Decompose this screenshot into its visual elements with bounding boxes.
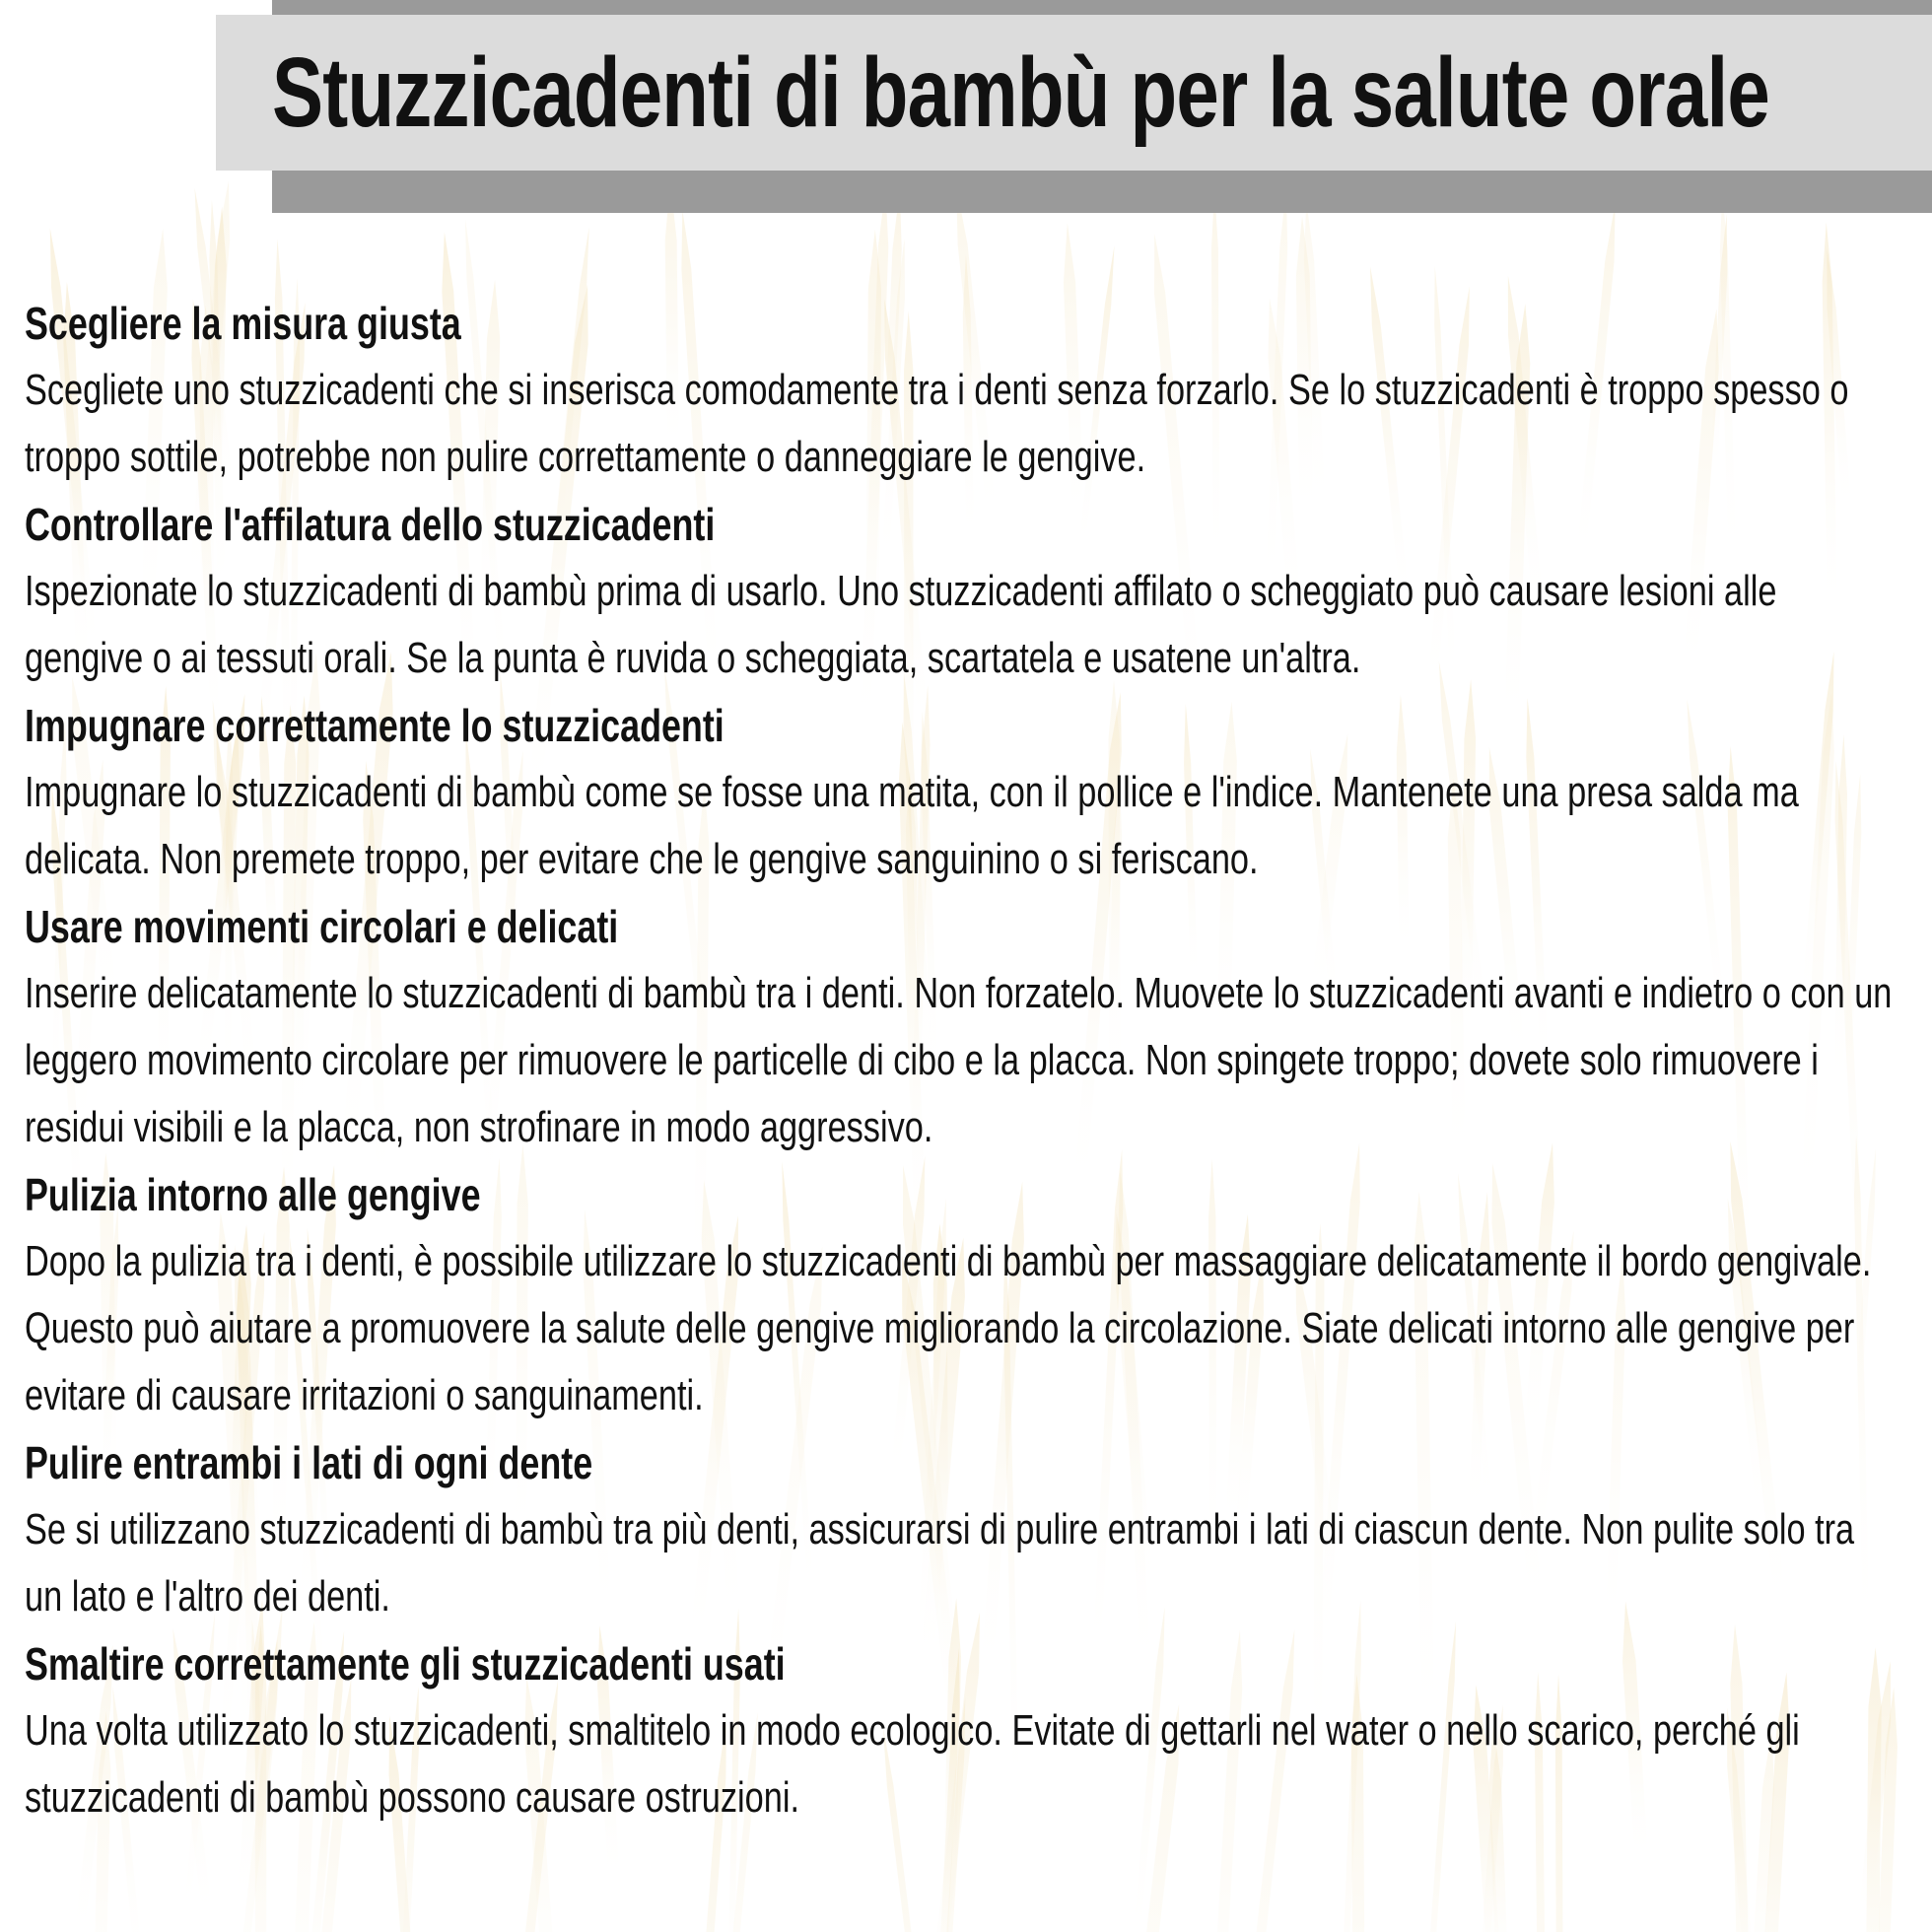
section-text: Dopo la pulizia tra i denti, è possibile utilizzare lo stuzzicadenti di bambù per massaggiare delicatamente il bordo gengivale. Questo può aiutare a promuovere la salute delle gengive migliorando la circolazione. Siate delicati intorno alle gengive per evitare di causare irritazioni o sanguinamenti. (25, 1237, 1872, 1419)
section-heading: Usare movimenti circolari e delicati (25, 901, 619, 952)
section (25, 1429, 1900, 1630)
section-text: Una volta utilizzato lo stuzzicadenti, smaltitelo in modo ecologico. Evitate di gettarli nel water o nello scarico, perché gli stuzzicadenti di bambù possono causare ostruzioni. (25, 1706, 1800, 1822)
section-heading: Pulire entrambi i lati di ogni dente (25, 1437, 593, 1488)
section-heading: Smaltire correttamente gli stuzzicadenti usati (25, 1638, 786, 1690)
section (25, 491, 1900, 692)
section-text: Se si utilizzano stuzzicadenti di bambù tra più denti, assicurarsi di pulire entrambi i lati di ciascun dente. Non pulite solo tra un lato e l'altro dei denti. (25, 1505, 1855, 1621)
section-text: Inserire delicatamente lo stuzzicadenti di bambù tra i denti. Non forzatelo. Muovete lo stuzzicadenti avanti e indietro o con un leggero movimento circolare per rimuovere le particelle di cibo e la placca. Non spingete troppo; dovete solo rimuovere i residui visibili e la placca, non strofinare in modo aggressivo. (25, 969, 1893, 1151)
section (25, 1161, 1900, 1429)
section-heading: Impugnare correttamente lo stuzzicadenti (25, 700, 724, 751)
section-text: Ispezionate lo stuzzicadenti di bambù prima di usarlo. Uno stuzzicadenti affilato o scheggiato può causare lesioni alle gengive o ai tessuti orali. Se la punta è ruvida o scheggiata, scartatela e usatene un'altra. (25, 567, 1777, 682)
section-text: Impugnare lo stuzzicadenti di bambù come se fosse una matita, con il pollice e l'indice. Mantenete una presa salda ma delicata. Non premete troppo, per evitare che le gengive sanguinino o si feriscano. (25, 768, 1799, 883)
section (25, 893, 1900, 1161)
title-banner (216, 15, 1932, 171)
page-title: Stuzzicadenti di bambù per la salute orale (272, 37, 1769, 148)
section (25, 1630, 1900, 1831)
section-text: Scegliete uno stuzzicadenti che si inserisca comodamente tra i denti senza forzarlo. Se lo stuzzicadenti è troppo spesso o troppo sottile, potrebbe non pulire correttamente o danneggiare le gengive. (25, 366, 1849, 481)
section (25, 692, 1900, 893)
section-heading: Pulizia intorno alle gengive (25, 1169, 481, 1220)
document-body (25, 290, 1900, 1831)
section-heading: Controllare l'affilatura dello stuzzicadenti (25, 499, 716, 550)
section (25, 290, 1900, 491)
section-heading: Scegliere la misura giusta (25, 298, 461, 349)
